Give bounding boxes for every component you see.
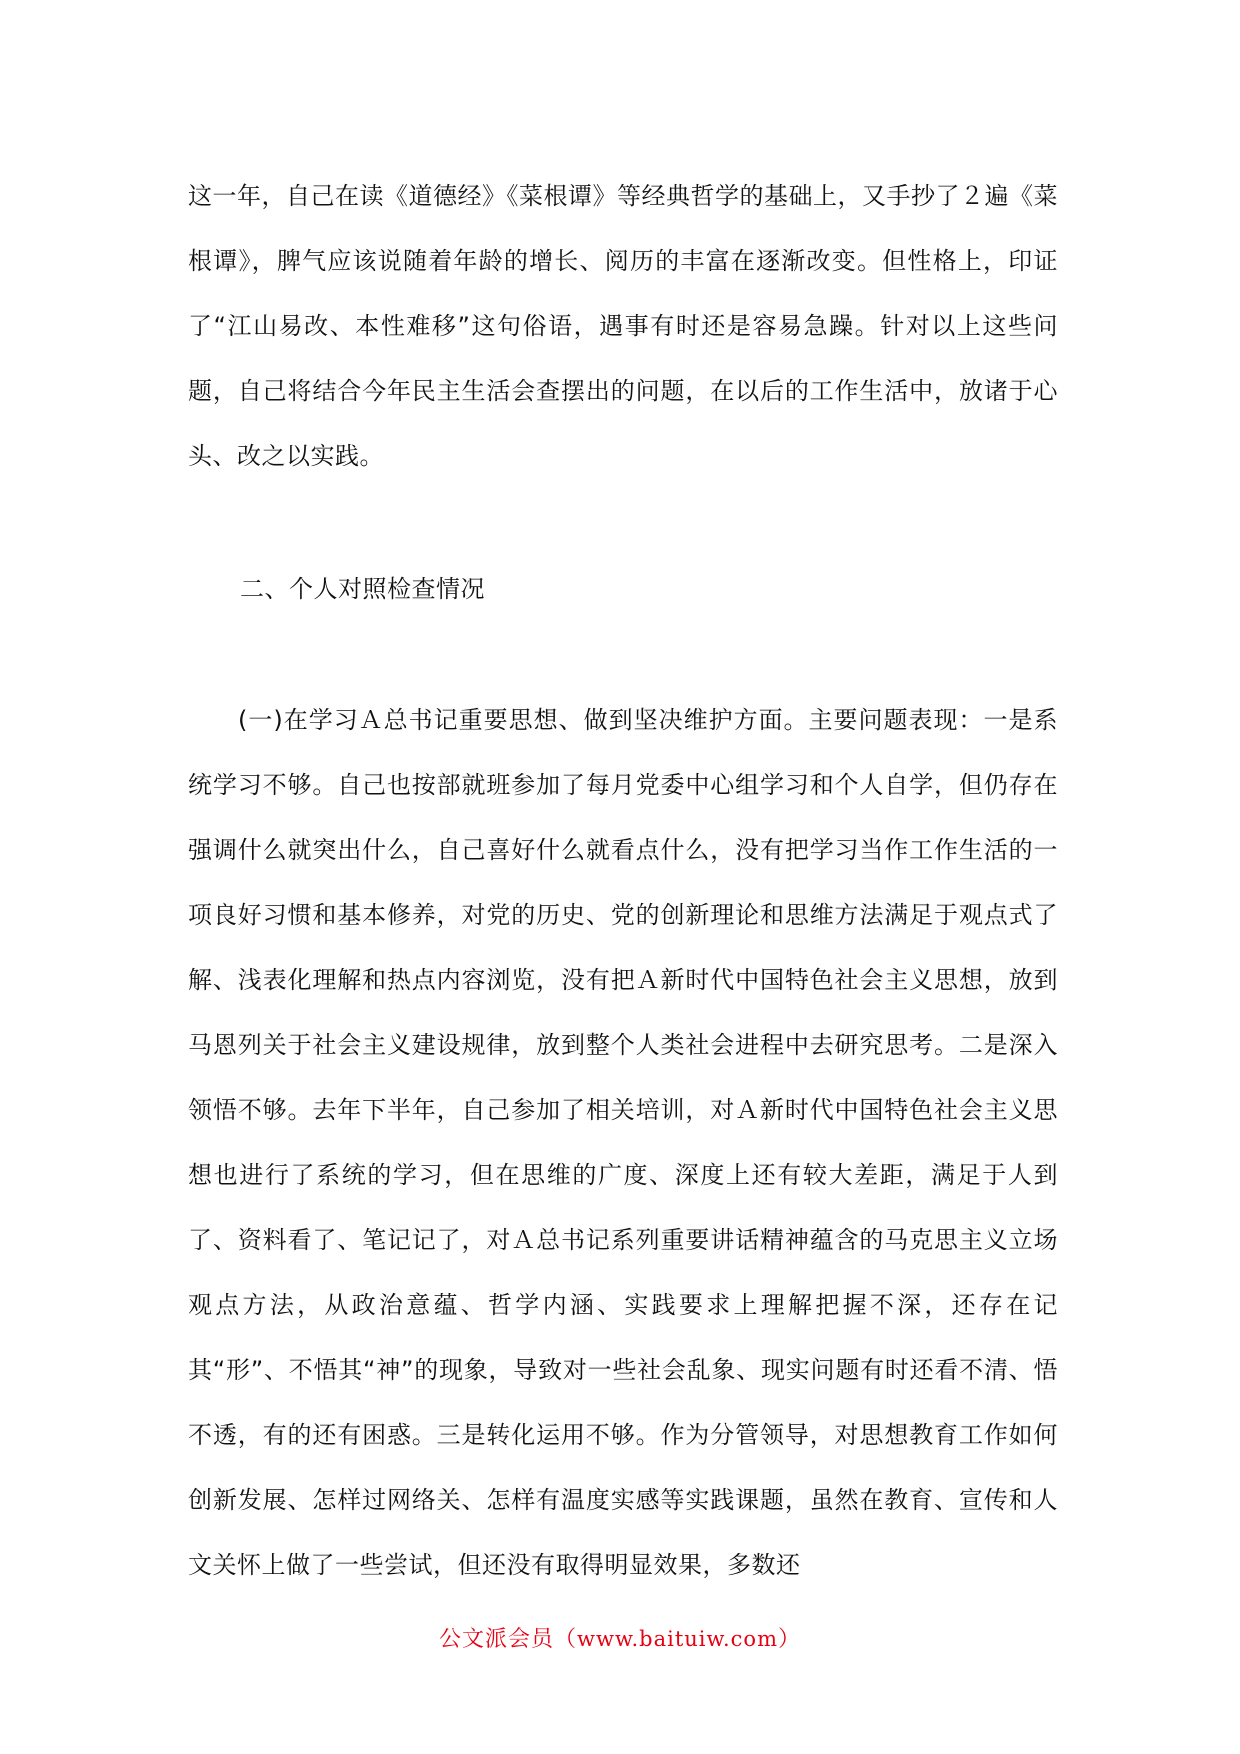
footer-label: 公文派会员 bbox=[439, 1627, 555, 1652]
footer-open-paren: （ bbox=[554, 1627, 578, 1652]
footer-watermark bbox=[0, 1624, 1240, 1655]
footer-close-paren: ） bbox=[777, 1627, 801, 1652]
body-paragraph: (一)在学习Ａ总书记重要思想、做到坚决维护方面。主要问题表现：一是系统学习不够。自己也按部就班参加了每月党委中心组学习和个人自学，但仍存在强调什么就突出什么，自己喜好什么就看点什么，没有把学习当作工作生活的一项良好习惯和基本修养，对党的历史、党的创新理论和思维方法满足于观点式了解、浅表化理解和热点内容浏览，没有把Ａ新时代中国特色社会主义思想，放到马恩列关于社会主义建设规律，放到整个人类社会进程中去研究思考。二是深入领悟不够。去年下半年，自己参加了相关培训，对Ａ新时代中国特色社会主义思想也进行了系统的学习，但在思维的广度、深度上还有较大差距，满足于人到了、资料看了、笔记记了，对Ａ总书记系列重要讲话精神蕴含的马克思主义立场观点方法，从政治意蕴、哲学内涵、实践要求上理解把握不深，还存在记其“形”、不悟其“神”的现象，导致对一些社会乱象、现实问题有时还看不清、悟不透，有的还有困惑。三是转化运用不够。作为分管领导，对思想教育工作如何创新发展、怎样过网络关、怎样有温度实感等实践课题，虽然在教育、宣传和人文关怀上做了一些尝试，但还没有取得明显效果，多数还 bbox=[188, 706, 1058, 1579]
body-paragraph: 这一年，自己在读《道德经》《菜根谭》等经典哲学的基础上，又手抄了２遍《菜根谭》，脾气应该说随着年龄的增长、阅历的丰富在逐渐改变。但性格上，印证了“江山易改、本性难移”这句俗语，遇事有时还是容易急躁。针对以上这些问题，自己将结合今年民主生活会查摆出的问题，在以后的工作生活中，放诸于心头、改之以实践。 bbox=[188, 182, 1058, 470]
section-heading: 二、个人对照检查情况 bbox=[240, 575, 485, 603]
footer-url: www.baituiw.com bbox=[577, 1627, 778, 1651]
